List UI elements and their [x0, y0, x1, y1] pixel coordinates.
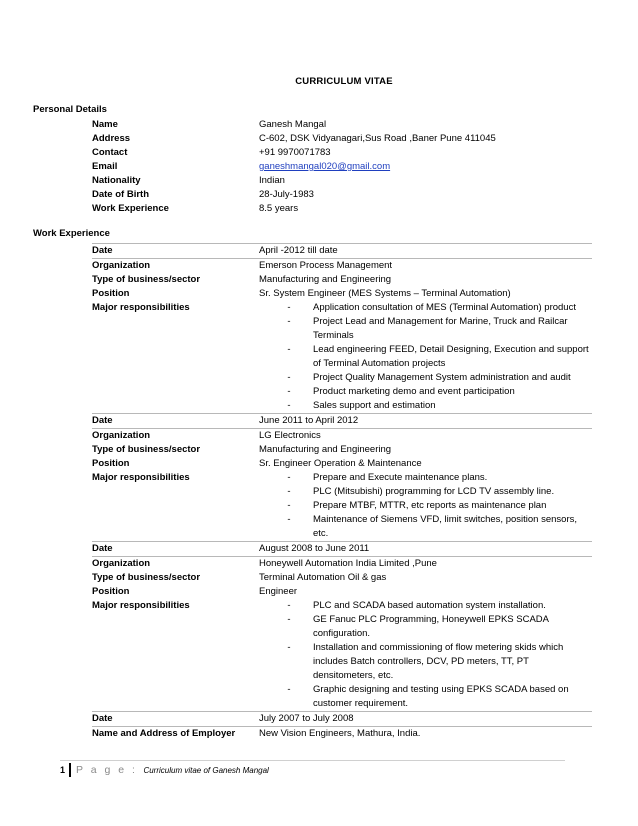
row-label: Contact	[92, 147, 128, 158]
row-value: April -2012 till date	[259, 245, 338, 256]
bullet: -	[287, 400, 291, 411]
job-org-row	[92, 258, 592, 273]
job-type-row	[92, 273, 592, 287]
row-value: Ganesh Mangal	[259, 119, 327, 130]
bullet: -	[287, 600, 291, 611]
job-date-row	[92, 243, 592, 258]
document-title: CURRICULUM VITAE	[295, 76, 393, 87]
job-position-row	[92, 585, 592, 599]
row-value: 8.5 years	[259, 203, 299, 214]
bullet: -	[287, 500, 291, 511]
personal-row-nationality	[92, 174, 592, 188]
job-date-row	[92, 711, 592, 726]
row-value: New Vision Engineers, Mathura, India.	[259, 728, 421, 739]
row-label: Position	[92, 458, 130, 469]
bullet: -	[287, 514, 291, 525]
bullet: -	[287, 684, 291, 695]
personal-row-name	[92, 118, 592, 132]
job-org-row	[92, 556, 592, 571]
row-value: Sr. System Engineer (MES Systems – Terminal Automation)	[259, 288, 511, 299]
row-value: June 2011 to April 2012	[259, 415, 359, 426]
work-experience-heading: Work Experience	[33, 228, 110, 239]
row-label: Major responsibilities	[92, 600, 190, 611]
row-label: Date	[92, 415, 113, 426]
list-item: - Product marketing demo and event participation	[259, 385, 592, 399]
row-label: Date	[92, 713, 113, 724]
bullet: -	[287, 316, 291, 327]
row-label: Name	[92, 119, 118, 130]
row-label: Position	[92, 586, 130, 597]
job-employer-row	[92, 726, 592, 741]
row-label: Nationality	[92, 175, 141, 186]
row-label: Work Experience	[92, 203, 169, 214]
job-responsibilities-row	[92, 301, 592, 413]
row-label: Name and Address of Employer	[92, 728, 236, 739]
job-date-row	[92, 541, 592, 556]
personal-row-address	[92, 132, 592, 146]
job-responsibilities-row	[92, 599, 592, 711]
job-date-row	[92, 413, 592, 428]
personal-details-table	[92, 118, 592, 216]
row-value: Emerson Process Management	[259, 260, 393, 271]
bullet: -	[287, 372, 291, 383]
row-label: Type of business/sector	[92, 444, 201, 455]
row-value: Engineer	[259, 586, 298, 597]
row-value: Terminal Automation Oil & gas	[259, 572, 387, 583]
responsibilities-list	[259, 301, 592, 413]
job-type-row	[92, 571, 592, 585]
job-position-row	[92, 457, 592, 471]
job-position-row	[92, 287, 592, 301]
bullet: -	[287, 302, 291, 313]
bullet: -	[287, 344, 291, 355]
row-value: Honeywell Automation India Limited ,Pune	[259, 558, 437, 569]
row-value: August 2008 to June 2011	[259, 543, 370, 554]
page-footer	[60, 760, 565, 777]
bullet: -	[287, 642, 291, 653]
list-item: - Project Lead and Management for Marine, Truck and Railcar Terminals	[259, 315, 592, 343]
list-item: - Maintenance of Siemens VFD, limit switches, position sensors, etc.	[259, 513, 592, 541]
list-item: - Sales support and estimation	[259, 399, 592, 413]
responsibilities-list	[259, 599, 592, 711]
personal-row-experience	[92, 202, 592, 216]
list-item: - Prepare MTBF, MTTR, etc reports as maintenance plan	[259, 499, 592, 513]
row-value: LG Electronics	[259, 430, 321, 441]
list-item: - Lead engineering FEED, Detail Designing, Execution and support of Terminal Automation projects	[259, 343, 592, 371]
list-item: - Application consultation of MES (Terminal Automation) product	[259, 301, 592, 315]
job-type-row	[92, 443, 592, 457]
email-link[interactable]: ganeshmangal020@gmail.com	[259, 161, 391, 172]
row-label: Date of Birth	[92, 189, 149, 200]
bullet: -	[287, 486, 291, 497]
row-label: Major responsibilities	[92, 302, 190, 313]
list-item: - PLC and SCADA based automation system installation.	[259, 599, 592, 613]
row-value: Manufacturing and Engineering	[259, 444, 392, 455]
bullet: -	[287, 472, 291, 483]
page-number: 1	[60, 763, 71, 777]
list-item: - Installation and commissioning of flow metering skids which includes Batch controllers, DCV, PD meters, TT, PT densitometers, etc.	[259, 641, 592, 683]
row-label: Date	[92, 245, 113, 256]
row-value: Sr. Engineer Operation & Maintenance	[259, 458, 422, 469]
bullet: -	[287, 386, 291, 397]
row-label: Major responsibilities	[92, 472, 190, 483]
list-item: - Project Quality Management System administration and audit	[259, 371, 592, 385]
row-label: Organization	[92, 558, 151, 569]
list-item: - PLC (Mitsubishi) programming for LCD TV assembly line.	[259, 485, 592, 499]
row-label: Organization	[92, 260, 151, 271]
row-value: 28-July-1983	[259, 189, 314, 200]
page-label: P a g e :	[76, 764, 138, 776]
job-org-row	[92, 428, 592, 443]
row-value: July 2007 to July 2008	[259, 713, 354, 724]
list-item: - Prepare and Execute maintenance plans.	[259, 471, 592, 485]
footer-text: Curriculum vitae of Ganesh Mangal	[143, 766, 269, 775]
list-item: - GE Fanuc PLC Programming, Honeywell EPKS SCADA configuration.	[259, 613, 592, 641]
personal-row-contact	[92, 146, 592, 160]
bullet: -	[287, 614, 291, 625]
personal-row-dob	[92, 188, 592, 202]
row-label: Date	[92, 543, 113, 554]
list-item: - Graphic designing and testing using EPKS SCADA based on customer requirement.	[259, 683, 592, 711]
row-label: Address	[92, 133, 131, 144]
row-value: C-602, DSK Vidyanagari,Sus Road ,Baner Pune 411045	[259, 133, 496, 144]
responsibilities-list	[259, 471, 592, 541]
row-label: Organization	[92, 430, 151, 441]
personal-details-heading: Personal Details	[33, 104, 107, 115]
work-experience-table	[92, 243, 592, 741]
personal-row-email	[92, 160, 592, 174]
row-label: Type of business/sector	[92, 572, 201, 583]
row-value: Manufacturing and Engineering	[259, 274, 392, 285]
row-label: Position	[92, 288, 130, 299]
row-label: Type of business/sector	[92, 274, 201, 285]
job-responsibilities-row	[92, 471, 592, 541]
row-label: Email	[92, 161, 118, 172]
row-value: Indian	[259, 175, 285, 186]
row-value: +91 9970071783	[259, 147, 331, 158]
